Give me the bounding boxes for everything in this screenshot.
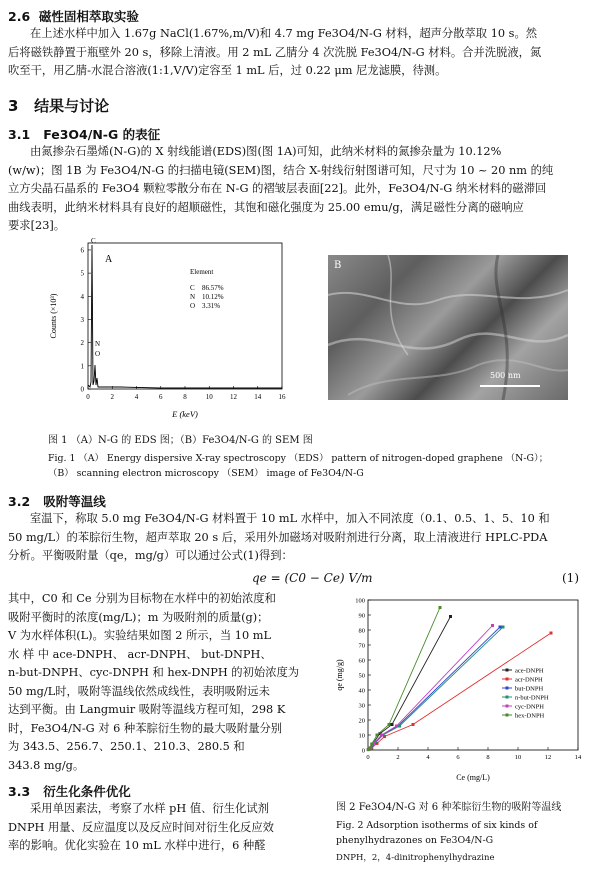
- x-tick-label: 14: [254, 393, 262, 401]
- section-3-1-heading: [8, 125, 160, 143]
- element-n: N: [190, 293, 196, 301]
- text-line: 为 343.5、256.7、250.1、210.3、280.5 和: [8, 740, 245, 753]
- text-line: 率的影响。优化实验在 10 mL 水样中进行，6 种醛: [8, 839, 266, 852]
- y-tick-label: 30: [358, 702, 365, 710]
- legend-marker: [506, 669, 509, 672]
- text-line: 50 mg/L时，吸附等温线依然成线性，表明吸附远未: [8, 684, 270, 698]
- y-tick-label: 4: [80, 292, 84, 301]
- data-point-n-but-DNPH: [502, 626, 505, 629]
- text-line: 立方尖晶石晶系的 Fe3O4 颗粒零散分布在 N-G 的褶皱层表面[22]。此外，Fe3O4/N-G 纳米材料的磁滞回: [8, 182, 547, 195]
- x-tick-label: 4: [134, 393, 139, 401]
- panel-label-a: A: [105, 254, 113, 265]
- legend-marker: [506, 687, 509, 690]
- data-point-ace-DNPH: [449, 615, 452, 618]
- data-point-hex-DNPH: [368, 747, 371, 750]
- x-tick-label: 10: [514, 754, 522, 761]
- paragraph-3-1: [8, 143, 594, 236]
- paragraph-3-2a: [8, 510, 594, 566]
- paragraph-3-2b: [8, 590, 328, 775]
- legend-marker: [506, 696, 509, 699]
- text-line: 50 mg/L）的苯腙衍生物，超声萃取 20 s 后，采用外加磁场对吸附剂进行分离，取上清液进行 HPLC-PDA: [8, 530, 548, 544]
- equation-1: qe = (C0 − Ce) V/m: [252, 571, 373, 585]
- scale-bar: [480, 385, 540, 387]
- sem-texture: [328, 255, 568, 400]
- scale-bar-label: 500 nm: [490, 371, 521, 380]
- figure-1a-eds-chart: [40, 235, 290, 420]
- data-point-ace-DNPH: [391, 723, 394, 726]
- y-tick-label: 100: [355, 597, 365, 605]
- text-line: 吸附平衡时的浓度(mg/L)；m 为吸附剂的质量(g)；: [8, 610, 269, 624]
- data-point-acr-DNPH: [412, 723, 415, 726]
- sem-image: [328, 255, 568, 400]
- element-c: C: [190, 284, 195, 292]
- y-axis-label: qe (mg/g): [335, 659, 344, 691]
- y-tick-label: 2: [80, 339, 84, 348]
- y-tick-label: 60: [358, 657, 365, 665]
- text-line: 达到平衡。由 Langmuir 吸附等温线方程可知，298 K: [8, 703, 286, 716]
- y-tick-label: 3: [80, 315, 84, 324]
- x-tick-label: 6: [456, 754, 460, 761]
- y-tick-label: 10: [358, 732, 365, 740]
- x-tick-label: 0: [366, 754, 370, 761]
- text-line: 由氮掺杂石墨烯(N-G)的 X 射线能谱(EDS)图(图 1A)可知，此纳米材料的氮掺杂量为 10.12%: [30, 145, 502, 158]
- text-line: 在上述水样中加入 1.67g NaCl(1.67%,m/V)和 4.7 mg Fe3O4/N-G 材料，超声分散萃取 10 s。然: [30, 27, 538, 40]
- x-axis-label: E (keV): [172, 409, 198, 419]
- y-tick-label: 6: [80, 246, 84, 255]
- peak-label-o: O: [95, 350, 101, 358]
- y-tick-label: 80: [358, 627, 365, 635]
- legend-label: hex-DNPH: [515, 712, 545, 720]
- data-point-hex-DNPH: [439, 606, 442, 609]
- section-number: 3: [8, 97, 19, 115]
- x-tick-label: 8: [486, 754, 490, 761]
- x-tick-label: 14: [574, 754, 582, 761]
- eds-spectrum-line: [88, 245, 282, 388]
- figure-2-caption-en-line2: phenylhydrazones on Fe3O4/N-G: [336, 835, 494, 846]
- y-tick-label: 0: [361, 747, 365, 755]
- panel-label-b: B: [334, 260, 342, 271]
- x-tick-label: 10: [205, 393, 213, 401]
- y-tick-label: 0: [80, 385, 84, 394]
- legend-label: cyc-DNPH: [515, 703, 544, 711]
- figure-1-caption-en-line1: Fig. 1 （A） Energy dispersive X-ray spectroscopy （EDS） pattern of nitrogen-doped graphene （N-G）；: [48, 453, 549, 464]
- peak-label-n: N: [95, 340, 101, 348]
- figure-2-caption-zh: 图 2 Fe3O4/N-G 对 6 种苯腙衍生物的吸附等温线: [336, 802, 562, 813]
- x-tick-label: 12: [230, 393, 237, 401]
- legend: [502, 668, 549, 720]
- section-number: 3.1: [8, 127, 31, 142]
- y-tick-label: 5: [80, 269, 84, 278]
- y-tick-label: 40: [358, 687, 365, 695]
- text-line: n-but-DNPH、cyc-DNPH 和 hex-DNPH 的初始浓度为: [8, 666, 300, 679]
- section-3-heading: [8, 95, 109, 116]
- text-line: 分析。平衡吸附量（qe，mg/g）可以通过公式(1)得到：: [8, 549, 293, 562]
- figure-2-adsorption-chart: [330, 590, 590, 790]
- y-axis-ticks: [81, 246, 92, 393]
- text-line: 曲线表明，此纳米材料具有良好的超顺磁性，其饱和磁化强度为 25.00 emu/g，满足磁性分离的磁响应: [8, 200, 524, 214]
- x-axis-ticks: [366, 747, 582, 761]
- section-title: 磁性固相萃取实验: [38, 9, 139, 24]
- data-point-n-but-DNPH: [398, 725, 401, 728]
- x-axis-label: Ce (mg/L): [456, 773, 490, 782]
- data-point-hex-DNPH: [376, 734, 379, 737]
- legend-marker: [506, 678, 509, 681]
- x-tick-label: 4: [426, 754, 430, 761]
- legend-label: ace-DNPH: [515, 667, 544, 675]
- text-line: 其中，C0 和 Ce 分别为目标物在水样中的初始浓度和: [8, 592, 276, 605]
- section-title: 结果与讨论: [34, 97, 110, 115]
- text-line: 采用单因素法，考察了水样 pH 值、衍生化试剂: [30, 802, 269, 815]
- y-axis-label: Counts (×10³): [49, 293, 58, 339]
- legend-label: n-but-DNPH: [515, 694, 549, 702]
- element-table-title: Element: [190, 268, 214, 276]
- legend-label: acr-DNPH: [515, 676, 543, 684]
- figure-2-caption-en-line1: Fig. 2 Adsorption isotherms of six kinds of: [336, 820, 538, 831]
- data-point-cyc-DNPH: [491, 624, 494, 627]
- legend-label: but-DNPH: [515, 685, 544, 693]
- data-point-but-DNPH: [499, 626, 502, 629]
- x-tick-label: 16: [278, 393, 286, 401]
- text-line: 时，Fe3O4/N-G 对 6 种苯腙衍生物的最大吸附量分别: [8, 721, 283, 735]
- x-tick-label: 6: [159, 393, 163, 401]
- peak-label-c: C: [91, 237, 96, 245]
- data-point-hex-DNPH: [370, 743, 373, 746]
- section-3-3-heading: [8, 782, 131, 800]
- section-number: 3.3: [8, 784, 31, 799]
- legend-marker: [506, 714, 509, 717]
- section-3-2-heading: [8, 492, 106, 510]
- text-line: 后将磁铁静置于瓶壁外 20 s，移除上清液。用 2 mL 乙腈分 4 次洗脱 Fe3O4/N-G 材料。合并洗脱液，氮: [8, 45, 542, 59]
- text-line: 吹至干，用乙腈-水混合溶液(1:1,V/V)定容至 1 mL 后，过 0.22 μm 尼龙滤膜，待测。: [8, 64, 447, 77]
- text-line: 水 样 中 ace-DNPH、 acr-DNPH、 but-DNPH、: [8, 647, 272, 661]
- element-c-percent: 86.57%: [202, 284, 224, 292]
- element-o-percent: 3.31%: [202, 302, 221, 310]
- x-tick-label: 0: [86, 393, 90, 401]
- figure-1-caption-zh: 图 1 （A）N-G 的 EDS 图；（B）Fe3O4/N-G 的 SEM 图: [48, 435, 313, 446]
- section-number: 3.2: [8, 494, 31, 509]
- x-tick-label: 2: [110, 393, 114, 401]
- y-tick-label: 50: [358, 672, 365, 680]
- section-2-6-heading: [8, 7, 139, 25]
- section-title: Fe3O4/N-G 的表征: [43, 127, 161, 142]
- text-line: 室温下，称取 5.0 mg Fe3O4/N-G 材料置于 10 mL 水样中，加入不同浓度（0.1、0.5、1、5、10 和: [30, 512, 550, 525]
- x-tick-label: 8: [183, 393, 187, 401]
- x-tick-label: 2: [396, 754, 400, 761]
- section-title: 衍生化条件优化: [43, 784, 131, 799]
- paragraph-3-3: [8, 800, 328, 856]
- data-point-cyc-DNPH: [380, 734, 383, 737]
- text-line: V 为水样体积(L)。实验结果如图 2 所示，当 10 mL: [8, 629, 271, 642]
- series-line-cyc-DNPH: [368, 626, 492, 750]
- legend-marker: [506, 705, 509, 708]
- data-point-acr-DNPH: [550, 632, 553, 635]
- data-point-hex-DNPH: [388, 723, 391, 726]
- element-o: O: [190, 302, 196, 310]
- text-line: (w/w)；图 1B 为 Fe3O4/N-G 的扫描电镜(SEM)图，结合 X-射线衍射图谱可知，尺寸为 10 ~ 20 nm 的纯: [8, 163, 554, 177]
- figure-2-caption-abbrev: DNPH，2，4-dinitrophenylhydrazine: [336, 853, 495, 863]
- element-n-percent: 10.12%: [202, 293, 224, 301]
- text-line: 343.8 mg/g。: [8, 758, 85, 772]
- y-tick-label: 1: [80, 362, 84, 371]
- y-tick-label: 70: [358, 642, 365, 650]
- text-line: DNPH 用量、反应温度以及反应时间对衍生化反应效: [8, 820, 274, 834]
- data-point-cyc-DNPH: [395, 725, 398, 728]
- text-line: 要求[23]。: [8, 219, 66, 232]
- y-axis-ticks: [355, 598, 371, 755]
- plot-frame: [88, 243, 282, 389]
- y-tick-label: 90: [358, 612, 365, 620]
- figure-1-caption-en-line2: （B） scanning electron microscopy （SEM） image of Fe3O4/N-G: [48, 468, 364, 479]
- section-number: 2.6: [8, 9, 31, 24]
- paragraph-2-6: [8, 25, 594, 81]
- equation-number: (1): [562, 571, 579, 585]
- section-title: 吸附等温线: [43, 494, 106, 509]
- y-tick-label: 20: [358, 717, 365, 725]
- x-tick-label: 12: [544, 754, 552, 761]
